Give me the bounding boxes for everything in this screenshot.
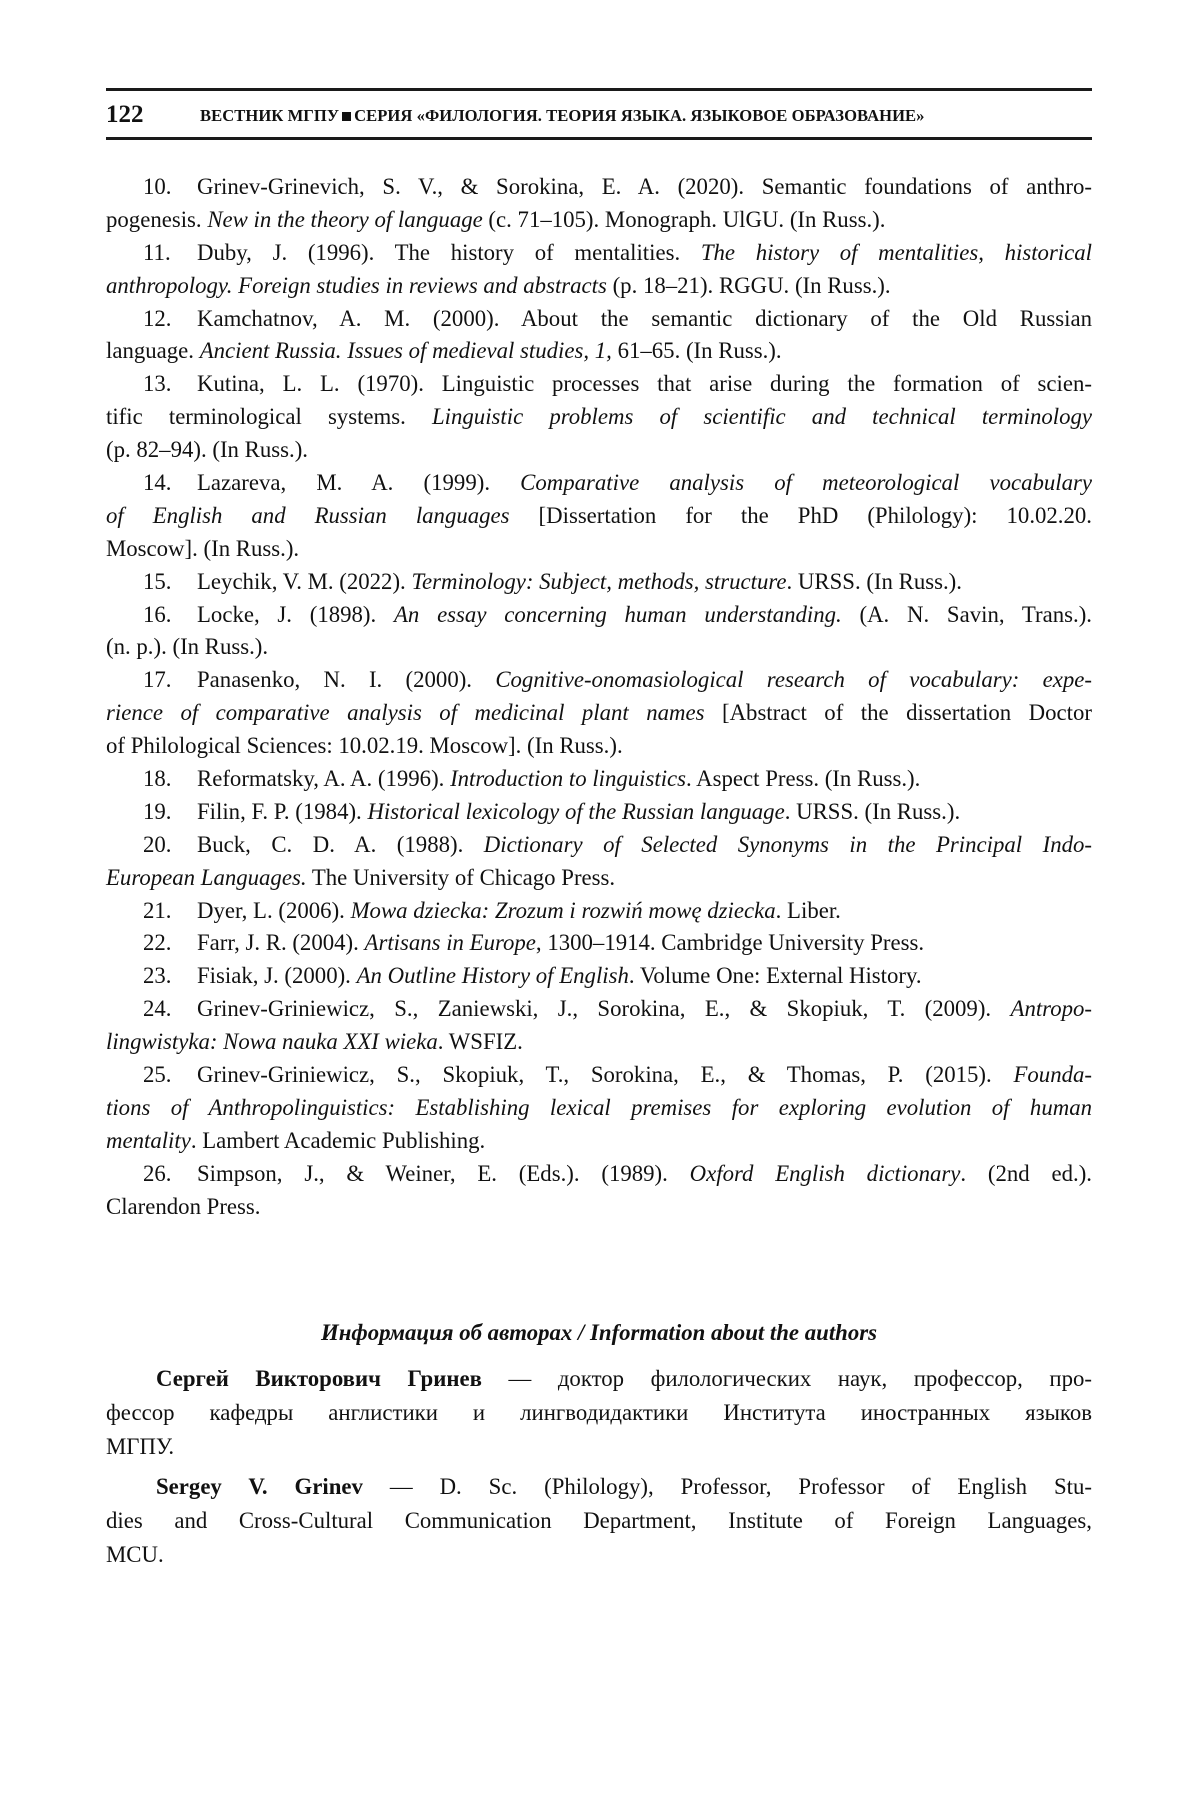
- text-segment: Dyer, L. (2006).: [197, 897, 351, 923]
- text-line: [106, 829, 1092, 862]
- text-segment: (A. N. Savin, Trans.).: [841, 601, 1092, 627]
- text-line: [106, 763, 1092, 796]
- italic-text: Dictionary of Selected Synonyms in the Principal Indo-: [483, 831, 1092, 857]
- reference-number: 11.: [143, 239, 171, 265]
- italic-text: Historical lexicology of the Russian language: [367, 798, 785, 824]
- text-line: [106, 730, 1092, 763]
- text-line: [106, 697, 1092, 730]
- italic-text: anthropology. Foreign studies in reviews and abstracts: [106, 272, 607, 298]
- italic-text: of English and Russian languages: [106, 502, 510, 528]
- reference-item: [106, 1059, 1092, 1158]
- italic-text: lingwistyka: Nowa nauka XXI wieka: [106, 1029, 438, 1055]
- text-segment: (c. 71–105). Monograph. UlGU. (In Russ.).: [482, 206, 886, 232]
- text-segment: Filin, F. P. (1984).: [197, 798, 368, 824]
- text-segment: pogenesis.: [106, 206, 208, 232]
- text-line: [106, 368, 1092, 401]
- italic-text: Linguistic problems of scientific and technical terminology: [431, 404, 1092, 430]
- text-segment: [Abstract of the dissertation Doctor: [704, 700, 1092, 726]
- reference-item: [106, 171, 1092, 237]
- text-line: [106, 1396, 1092, 1430]
- text-line: [106, 1026, 1092, 1059]
- reference-item: [106, 796, 1092, 829]
- text-segment: . Lambert Academic Publishing.: [190, 1127, 486, 1153]
- text-segment: , 1300–1914. Cambridge University Press.: [535, 930, 925, 956]
- text-segment: фессор кафедры англистики и лингводидактики Института иностранных языков: [106, 1400, 1092, 1425]
- text-line: [106, 270, 1092, 303]
- text-segment: The University of Chicago Press.: [306, 864, 616, 890]
- journal-series: СЕРИЯ «ФИЛОЛОГИЯ. ТЕОРИЯ ЯЗЫКА. ЯЗЫКОВОЕ ОБРАЗОВАНИЕ»: [354, 106, 925, 125]
- text-segment: Clarendon Press.: [106, 1193, 261, 1219]
- text-segment: (n. p.). (In Russ.).: [106, 634, 269, 660]
- text-line: [106, 566, 1092, 599]
- text-segment: . WSFIZ.: [437, 1029, 523, 1055]
- text-segment: Reformatsky, A. A. (1996).: [197, 766, 451, 792]
- reference-item: [106, 237, 1092, 303]
- text-segment: Buck, C. D. A. (1988).: [197, 831, 484, 857]
- text-segment: Grinev-Grinevich, S. V., & Sorokina, E. A. (2020). Semantic foundations of anthro-: [197, 174, 1092, 199]
- text-segment: . Aspect Press. (In Russ.).: [686, 766, 921, 792]
- text-segment: МГПУ.: [106, 1434, 175, 1459]
- text-line: [106, 533, 1092, 566]
- italic-text: An essay concerning human understanding.: [393, 601, 842, 627]
- text-segment: — D. Sc. (Philology), Professor, Professor of English Stu-: [362, 1474, 1093, 1499]
- reference-item: [106, 303, 1092, 369]
- text-line: [106, 237, 1092, 270]
- reference-item: [106, 993, 1092, 1059]
- reference-item: [106, 895, 1092, 928]
- italic-text: Terminology: Subject, methods, structure: [411, 568, 787, 594]
- text-segment: . Volume One: External History.: [628, 963, 922, 989]
- reference-item: [106, 664, 1092, 763]
- text-segment: Leychik, V. M. (2022).: [197, 568, 412, 594]
- header-top-rule: [106, 88, 1092, 91]
- text-segment: Lazareva, M. A. (1999).: [197, 470, 521, 496]
- text-segment: . (2nd ed.).: [960, 1160, 1092, 1186]
- italic-text: Mowa dziecka: Zrozum i rozwiń mowę dziecka: [350, 897, 776, 923]
- text-segment: . Liber.: [775, 897, 841, 923]
- text-line: [106, 1158, 1092, 1191]
- italic-text: Founda-: [1013, 1062, 1092, 1088]
- italic-text: tions of Anthropolinguistics: Establishing lexical premises for exploring evolution of human: [106, 1094, 1092, 1120]
- text-segment: Panasenko, N. I. (2000).: [197, 667, 496, 693]
- text-line: [106, 1362, 1092, 1396]
- text-line: [106, 862, 1092, 895]
- text-segment: [Dissertation for the PhD (Philology): 10.02.20.: [509, 502, 1093, 528]
- text-segment: Grinev-Griniewicz, S., Zaniewski, J., Sorokina, E., & Skopiuk, T. (2009).: [197, 996, 1011, 1022]
- bold-name: Sergey V. Grinev: [156, 1474, 363, 1499]
- italic-text: European Languages.: [106, 864, 307, 890]
- text-line: [106, 664, 1092, 697]
- reference-item: [106, 1158, 1092, 1224]
- text-line: [106, 895, 1092, 928]
- text-segment: of Philological Sciences: 10.02.19. Moscow]. (In Russ.).: [106, 733, 623, 759]
- text-segment: tific terminological systems.: [106, 404, 432, 430]
- reference-number: 18.: [143, 766, 172, 792]
- text-segment: 61–65. (In Russ.).: [611, 338, 782, 364]
- text-line: [106, 1059, 1092, 1092]
- text-segment: Kamchatnov, A. M. (2000). About the semantic dictionary of the Old Russian: [197, 305, 1092, 331]
- author-paragraph: [106, 1470, 1092, 1572]
- text-line: [106, 500, 1092, 533]
- italic-text: Introduction to linguistics: [450, 766, 687, 792]
- reference-item: [106, 368, 1092, 467]
- text-line: [106, 434, 1092, 467]
- italic-text: rience of comparative analysis of medicinal plant names: [106, 700, 705, 726]
- bold-name: Сергей Викторович Гринев: [156, 1366, 482, 1391]
- text-line: [106, 1470, 1092, 1504]
- text-segment: (p. 82–94). (In Russ.).: [106, 437, 308, 463]
- text-line: [106, 599, 1092, 632]
- author-paragraph: [106, 1362, 1092, 1464]
- italic-text: Artisans in Europe: [364, 930, 536, 956]
- reference-number: 12.: [143, 305, 172, 331]
- text-segment: Simpson, J., & Weiner, E. (Eds.). (1989).: [197, 1160, 690, 1186]
- italic-text: The history of mentalities, historical: [700, 239, 1092, 265]
- text-line: [106, 204, 1092, 237]
- text-line: [106, 796, 1092, 829]
- running-head: [106, 97, 1092, 133]
- text-segment: dies and Cross-Cultural Communication Department, Institute of Foreign Languages,: [106, 1508, 1092, 1533]
- text-segment: Duby, J. (1996). The history of mentalities.: [197, 239, 701, 265]
- text-line: [106, 1504, 1092, 1538]
- square-bullet-icon: [342, 112, 351, 121]
- text-segment: Fisiak, J. (2000).: [197, 963, 357, 989]
- italic-text: An Outline History of English: [356, 963, 629, 989]
- italic-text: Ancient Russia. Issues of medieval studies, 1,: [199, 338, 612, 364]
- reference-item: [106, 763, 1092, 796]
- reference-list: [106, 171, 1092, 1224]
- reference-number: 16.: [143, 601, 172, 627]
- text-line: [106, 467, 1092, 500]
- reference-number: 14.: [143, 470, 172, 496]
- reference-item: [106, 927, 1092, 960]
- reference-number: 23.: [143, 963, 172, 989]
- reference-number: 22.: [143, 930, 172, 956]
- text-line: [106, 1191, 1092, 1224]
- reference-number: 24.: [143, 996, 172, 1022]
- reference-item: [106, 960, 1092, 993]
- authors-info: [106, 1362, 1092, 1578]
- reference-number: 10.: [143, 174, 172, 199]
- journal-title: [200, 98, 925, 134]
- text-line: [106, 1430, 1092, 1464]
- text-segment: Farr, J. R. (2004).: [197, 930, 365, 956]
- reference-number: 17.: [143, 667, 172, 693]
- reference-item: [106, 467, 1092, 566]
- text-line: [106, 303, 1092, 336]
- text-line: [106, 927, 1092, 960]
- reference-number: 20.: [143, 831, 172, 857]
- italic-text: Cognitive-onomasiological research of vocabulary: expe-: [495, 667, 1092, 693]
- text-segment: (p. 18–21). RGGU. (In Russ.).: [606, 272, 891, 298]
- italic-text: mentality: [106, 1127, 191, 1153]
- text-line: [106, 631, 1092, 664]
- text-segment: Grinev-Griniewicz, S., Skopiuk, T., Sorokina, E., & Thomas, P. (2015).: [197, 1062, 1014, 1088]
- text-line: [106, 960, 1092, 993]
- journal-name: ВЕСТНИК МГПУ: [200, 106, 340, 125]
- italic-text: New in the theory of language: [207, 206, 483, 232]
- reference-number: 26.: [143, 1160, 172, 1186]
- reference-number: 15.: [143, 568, 172, 594]
- text-line: [106, 993, 1092, 1026]
- header-bottom-rule: [106, 137, 1092, 140]
- text-segment: Locke, J. (1898).: [197, 601, 394, 627]
- text-line: [106, 1538, 1092, 1572]
- italic-text: Comparative analysis of meteorological vocabulary: [520, 470, 1092, 496]
- authors-section-title: Информация об авторах / Information about the authors: [321, 1320, 877, 1345]
- text-line: [106, 1092, 1092, 1125]
- text-segment: language.: [106, 338, 200, 364]
- text-segment: Moscow]. (In Russ.).: [106, 535, 300, 561]
- reference-number: 13.: [143, 371, 172, 397]
- reference-item: [106, 829, 1092, 895]
- reference-number: 25.: [143, 1062, 172, 1088]
- text-segment: . URSS. (In Russ.).: [786, 568, 962, 594]
- reference-item: [106, 599, 1092, 665]
- text-segment: Kutina, L. L. (1970). Linguistic processes that arise during the formation of scien-: [197, 371, 1092, 397]
- text-line: [106, 171, 1092, 204]
- reference-item: [106, 566, 1092, 599]
- text-segment: . URSS. (In Russ.).: [784, 798, 961, 824]
- text-segment: MCU.: [106, 1542, 164, 1567]
- reference-number: 19.: [143, 798, 172, 824]
- text-line: [106, 401, 1092, 434]
- italic-text: Oxford English dictionary: [689, 1160, 961, 1186]
- text-line: [106, 335, 1092, 368]
- italic-text: Antropo-: [1010, 996, 1092, 1022]
- page-number: 122: [106, 101, 144, 128]
- reference-number: 21.: [143, 897, 172, 923]
- text-line: [106, 1125, 1092, 1158]
- text-segment: — доктор филологических наук, профессор, про-: [481, 1366, 1093, 1391]
